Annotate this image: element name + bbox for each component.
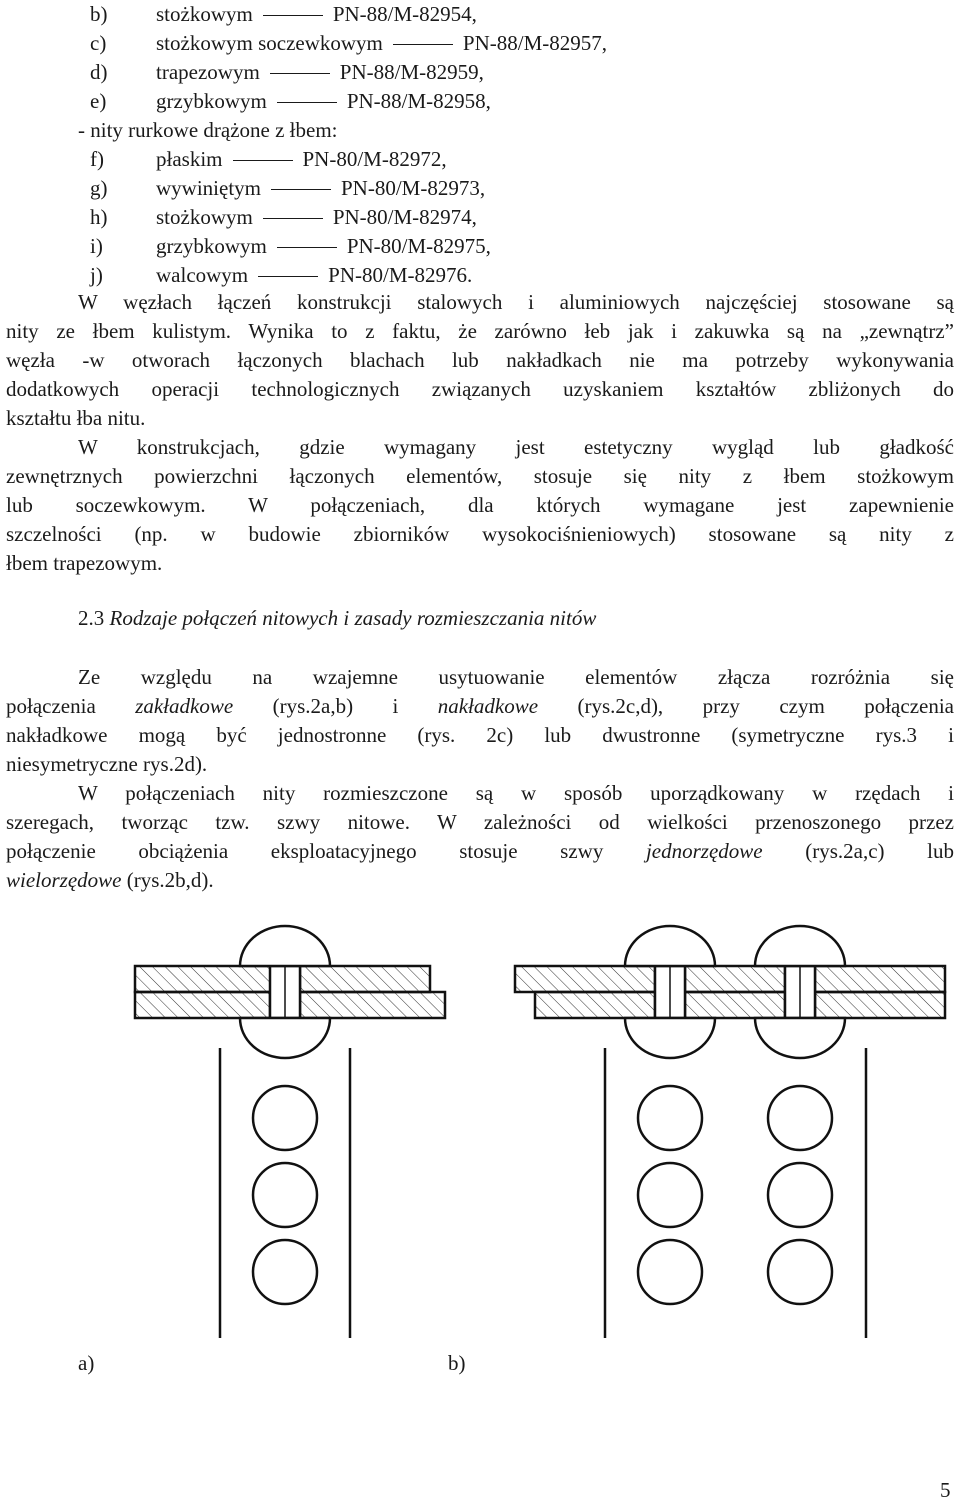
rivet-hole (768, 1163, 832, 1227)
rivet-head-bottom (240, 1018, 330, 1058)
standard-code: PN-88/M-82958, (346, 89, 491, 113)
item-label: c) (90, 31, 107, 55)
item-label: d) (90, 60, 108, 84)
text-line: zewnętrznych powierzchni łączonych elementów, stosuje się nity z łbem stożkowym (6, 464, 954, 488)
page-number: 5 (940, 1478, 951, 1502)
figure-b-plan (605, 1048, 866, 1338)
item-label: h) (90, 205, 108, 229)
rivet-head-top (625, 926, 715, 966)
section-number: 2.3 (78, 606, 105, 630)
standard-code: PN-80/M-82974, (332, 205, 477, 229)
rivet-hole (253, 1240, 317, 1304)
plate-lower-left (135, 992, 270, 1018)
text-span: (rys.2c,d), przy czym połączenia (538, 694, 954, 718)
plate-upper-right (300, 966, 430, 992)
item-label: i) (90, 234, 103, 258)
rivet-head-top (755, 926, 845, 966)
rivet-head-name: wywiniętym (156, 176, 261, 200)
rivet-head-bottom (625, 1018, 715, 1058)
tube-rivets-heading: - nity rurkowe drążone z łbem: (78, 118, 338, 142)
rivet-head-name: grzybkowym (156, 234, 267, 258)
rivet-head-name: trapezowym (156, 60, 260, 84)
term-multi-row: wielorzędowe (6, 868, 122, 892)
rivet-head-name: walcowym (156, 263, 249, 287)
plate-upper-left (135, 966, 287, 992)
text-line: W konstrukcjach, gdzie wymagany jest estetyczny wygląd lub gładkość (78, 435, 954, 459)
rivet-hole (253, 1163, 317, 1227)
standard-code: PN-88/M-82957, (462, 31, 607, 55)
section-title: Rodzaje połączeń nitowych i zasady rozmieszczania nitów (109, 606, 597, 630)
text-line: szczelności (np. w budowie zbiorników wysokociśnieniowych) stosowane są nity z (6, 522, 954, 546)
text-line: szeregach, tworząc tzw. szwy nitowe. W zależności od wielkości przenoszonego przez (6, 810, 954, 834)
text-span: połączenie obciążenia eksploatacyjnego stosuje szwy (6, 839, 646, 863)
plate-lower-right (300, 992, 445, 1018)
plate-upper-mid (685, 966, 785, 992)
item-label: g) (90, 176, 108, 200)
text-line: niesymetryczne rys.2d). (6, 752, 208, 776)
figure-label-b: b) (448, 1351, 466, 1375)
plate-lower-left (535, 992, 655, 1018)
term-single-row: jednorzędowe (645, 839, 763, 863)
rivet-head-name: stożkowym (156, 2, 253, 26)
text-line: węzła -w otworach łączonych blachach lub nakładkach nie ma potrzeby wykonywania (6, 348, 954, 372)
plate-lower-right (815, 992, 945, 1018)
figure-a-plan (220, 1048, 350, 1338)
rivet-head-name: stożkowym soczewkowym (156, 31, 383, 55)
rivet-hole (253, 1086, 317, 1150)
text-span: połączenia (6, 694, 136, 718)
figure-b-section (515, 926, 945, 1058)
item-label: e) (90, 89, 107, 113)
rivet-hole (768, 1240, 832, 1304)
standard-code: PN-88/M-82959, (339, 60, 484, 84)
rivet-head-name: płaskim (156, 147, 223, 171)
standard-code: PN-88/M-82954, (332, 2, 477, 26)
rivet-hole (768, 1086, 832, 1150)
text-span: (rys.2a,c) lub (762, 839, 954, 863)
text-line: W węzłach łączeń konstrukcji stalowych i aluminiowych najczęściej stosowane są (78, 290, 954, 314)
standard-code: PN-80/M-82976. (328, 263, 473, 287)
figure-label-a: a) (78, 1351, 95, 1375)
term-butt: nakładkowe (437, 694, 539, 718)
text-line: Ze względu na wzajemne usytuowanie elementów złącza rozróżnia się (78, 665, 954, 689)
plate-upper-right (815, 966, 945, 992)
item-label: f) (90, 147, 104, 171)
rivet-head-name: stożkowym (156, 205, 253, 229)
standard-code: PN-80/M-82973, (341, 176, 486, 200)
rivet-hole (638, 1240, 702, 1304)
text-line: łbem trapezowym. (6, 551, 163, 575)
text-span: (rys.2a,b) i (233, 694, 438, 718)
item-label: j) (90, 263, 103, 287)
standard-code: PN-80/M-82972, (302, 147, 447, 171)
text-line: dodatkowych operacji technologicznych związanych uzyskaniem kształtów zbliżonych do (6, 377, 954, 401)
figure-a-section (135, 926, 445, 1058)
rivet-head-bottom (755, 1018, 845, 1058)
text-line: W połączeniach nity rozmieszczone są w sposób uporządkowany w rzędach i (78, 781, 954, 805)
plate-upper (515, 966, 655, 992)
rivet-hole (638, 1163, 702, 1227)
text-line: kształtu łba nitu. (6, 406, 146, 430)
rivet-head-name: grzybkowym (156, 89, 267, 113)
standard-code: PN-80/M-82975, (346, 234, 491, 258)
item-label: b) (90, 2, 108, 26)
text-line: nity ze łbem kulistym. Wynika to z faktu, że zarówno łeb jak i zakuwka są na „zewnątrz” (6, 319, 954, 343)
plate-lower-mid (685, 992, 785, 1018)
rivet-head-top (240, 926, 330, 966)
rivet-hole (638, 1086, 702, 1150)
term-lap: zakładkowe (135, 694, 234, 718)
text-line: lub soczewkowym. W połączeniach, dla których wymagane jest zapewnienie (6, 493, 954, 517)
text-span: (rys.2b,d). (121, 868, 214, 892)
text-line: nakładkowe mogą być jednostronne (rys. 2c) lub dwustronne (symetryczne rys.3 i (6, 723, 954, 747)
